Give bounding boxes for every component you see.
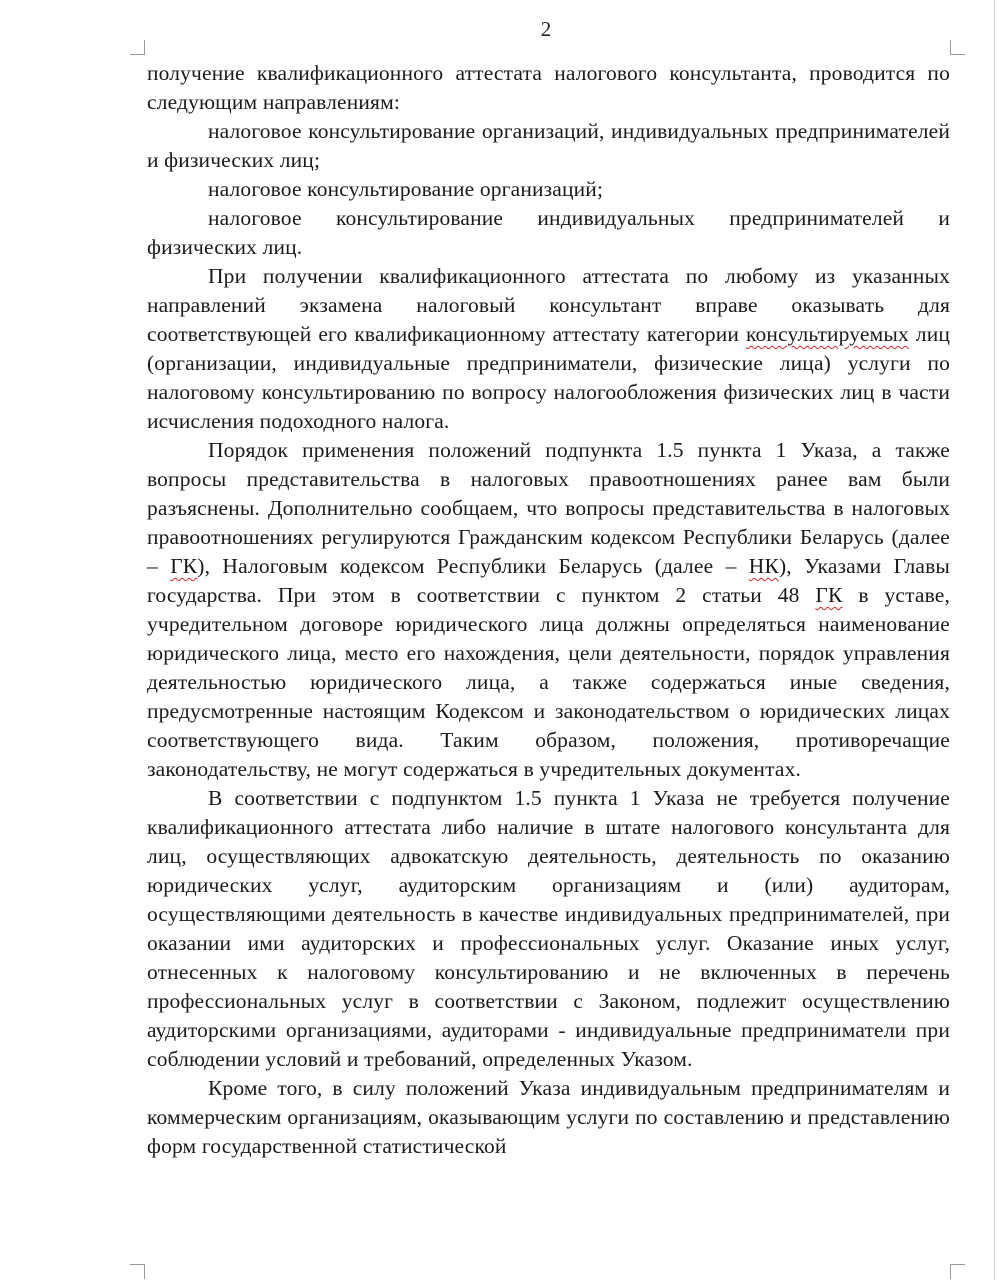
paragraph-text: Порядок применения положений подпункта 1.5 пункта 1 Указа, а также вопросы представительства в налоговых правоотношениях ранее вам были разъяснены. Дополнительно сообщаем, что вопросы представительства в налоговых правоотношениях регулируются Гражданским кодексом Республики Беларусь (далее – xyxy=(147,438,950,578)
paragraph-text: ), Налоговым кодексом Республики Беларусь (далее – xyxy=(197,554,749,578)
document-body[interactable] xyxy=(147,59,950,1161)
paragraph xyxy=(147,262,950,436)
paragraph-text: В соответствии с подпунктом 1.5 пункта 1 Указа не требуется получение квалификационного аттестата либо наличие в штате налогового консультанта для лиц, осуществляющих адвокатскую деятельность, деятельность по оказанию юридических услуг, аудиторским организациям и (или) аудиторам, осуществляющими деятельность в качестве индивидуальных предпринимателей, при оказании ими аудиторских и профессиональных услуг. Оказание иных услуг, отнесенных к налоговому консультированию и не включенных в перечень профессиональных услуг в соответствии с Законом, подлежит осуществлению аудиторскими организациями, аудиторами - индивидуальные предприниматели при соблюдении условий и требований, определенных Указом. xyxy=(147,786,950,1071)
spellcheck-flagged-word: консультируемых xyxy=(746,322,909,346)
paragraph-text: лиц (организации, индивидуальные предприниматели, физические лица) услуги по налоговому консультированию по вопросу налогообложения физических лиц в части исчисления подоходного налога. xyxy=(147,322,950,433)
spellcheck-flagged-word: НК xyxy=(748,554,779,578)
paragraph xyxy=(147,59,950,117)
paragraph-text: налоговое консультирование индивидуальных предпринимателей и физических лиц. xyxy=(147,206,950,259)
paragraph xyxy=(147,436,950,784)
spellcheck-flagged-word: ГК xyxy=(815,583,843,607)
paragraph xyxy=(147,784,950,1074)
paragraph-text: ), Указами Главы государства. При этом в соответствии с пунктом 2 статьи 48 xyxy=(147,554,950,607)
paragraph-text: в уставе, учредительном договоре юридического лица должны определяться наименование юридического лица, место его нахождения, цели деятельности, порядок управления деятельностью юридического лица, а также содержаться иные сведения, предусмотренные настоящим Кодексом и законодательством о юридических лицах соответствующего вида. Таким образом, положения, противоречащие законодательству, не могут содержаться в учредительных документах. xyxy=(147,583,950,781)
margin-corner-bottom-left xyxy=(130,1264,145,1279)
paragraph xyxy=(147,175,950,204)
margin-corner-top-left xyxy=(130,40,145,55)
paragraph-text: При получении квалификационного аттестата по любому из указанных направлений экзамена налоговый консультант вправе оказывать для соответствующей его квалификационному аттестату категории xyxy=(147,264,950,346)
paragraph-text: получение квалификационного аттестата налогового консультанта, проводится по следующим направлениям: xyxy=(147,61,950,114)
paragraph xyxy=(147,1074,950,1161)
paragraph-text: Кроме того, в силу положений Указа индивидуальным предпринимателям и коммерческим организациям, оказывающим услуги по составлению и представлению форм государственной статистической xyxy=(147,1076,950,1158)
paragraph xyxy=(147,204,950,262)
spellcheck-flagged-word: ГК xyxy=(170,554,198,578)
margin-corner-bottom-right xyxy=(950,1264,965,1279)
margin-corner-top-right xyxy=(950,40,965,55)
page-edge xyxy=(994,0,995,1280)
paragraph-text: налоговое консультирование организаций, индивидуальных предпринимателей и физических лиц; xyxy=(147,119,950,172)
paragraph xyxy=(147,117,950,175)
page-number: 2 xyxy=(540,17,552,41)
paragraph-text: налоговое консультирование организаций; xyxy=(208,177,604,201)
